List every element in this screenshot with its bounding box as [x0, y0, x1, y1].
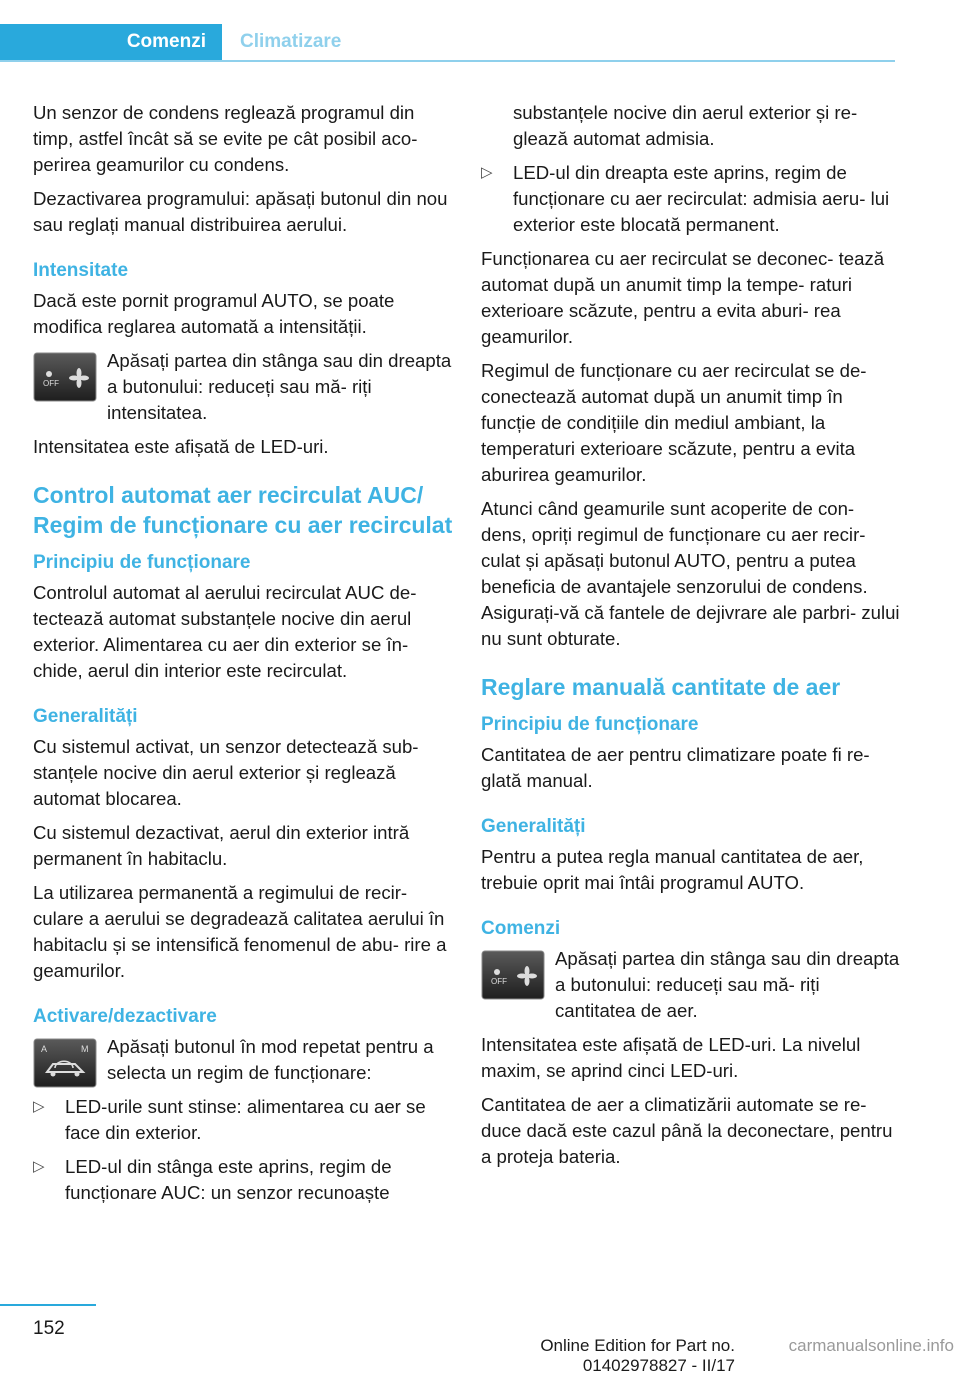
triangle-bullet-icon: ▷ — [33, 1158, 45, 1175]
button-instruction-text: Apăsați partea din stânga sau din dreapta a butonului: reduceți sau mă‐ riți cantitatea de aer. — [555, 948, 900, 1021]
heading-intensitate: Intensitate — [33, 260, 129, 281]
off-label: OFF — [491, 977, 507, 986]
triangle-bullet-icon: ▷ — [481, 164, 493, 181]
paragraph: Dezactivarea programului: apăsați butonul din nou sau reglați manual distribuirea aerului. — [33, 188, 448, 235]
footer-rule — [0, 1304, 96, 1306]
paragraph: Atunci când geamurile sunt acoperite de con‐ dens, opriți regimul de funcționare cu aer recir‐ culat și apăsați butonul AUTO, pentru a putea beneficia de avantajele senzorului de condens. Asigurați-vă că fantele de dejivrare ale parbri‐ zului nu sunt obturate. — [481, 498, 900, 649]
off-label: OFF — [43, 379, 59, 388]
list-item — [33, 1154, 453, 1206]
list-item — [481, 160, 901, 238]
recirculation-button-icon — [33, 1038, 97, 1088]
left-column — [33, 100, 453, 1214]
m-label: M — [81, 1044, 89, 1054]
running-header — [0, 24, 895, 62]
list-item-text: LED-ul din dreapta este aprins, regim de funcționare cu aer recirculat: admisia aeru‐ lui exterior este blocată permanent. — [513, 162, 890, 235]
paragraph: Intensitatea este afișată de LED-uri. La nivelul maxim, se aprind cinci LED-uri. — [481, 1034, 861, 1081]
paragraph: Funcționarea cu aer recirculat se deconec‐ tează automat după un anumit timp la tempe‐ raturi exterioare scăzute, pentru a evita aburi‐ rea geamurilor. — [481, 248, 885, 347]
list-item-text: LED-ul din stânga este aprins, regim de funcționare AUC: un senzor recunoaște — [65, 1156, 392, 1203]
a-label: A — [41, 1044, 48, 1054]
paragraph: Un senzor de condens reglează programul din timp, astfel încât să se evite pe cât posibil aco‐ perirea geamurilor cu condens. — [33, 102, 418, 175]
header-section-tab: Comenzi — [0, 24, 222, 60]
watermark: carmanualsonline.info — [788, 1336, 954, 1355]
list-item-text: LED-urile sunt stinse: alimentarea cu aer se face din exterior. — [65, 1096, 426, 1143]
heading-comenzi: Comenzi — [481, 918, 561, 939]
paragraph: La utilizarea permanentă a regimului de recir‐ culare a aerului se degradează calitatea aerului în habitaclu și se intensifică fenomenul de abu‐ rire a geamurilor. — [33, 882, 447, 981]
right-column — [481, 100, 901, 1178]
list-item-continued — [481, 100, 901, 152]
paragraph: Controlul automat al aerului recirculat AUC de‐ tectează automat substanțele nocive din aerul exterior. Alimentarea cu aer din exterior se în‐ chide, aerul din interior este recirculat. — [33, 582, 417, 681]
paragraph: Intensitatea este afișată de LED-uri. — [33, 436, 329, 457]
mode-list — [33, 1094, 453, 1206]
heading-generalitati: Generalități — [481, 816, 586, 837]
button-instruction-text: Apăsați partea din stânga sau din dreapta a butonului: reduceți sau mă‐ riți intensitatea. — [107, 350, 452, 423]
heading-principiu: Principiu de funcționare — [33, 552, 251, 573]
paragraph: Regimul de funcționare cu aer recirculat se de‐ conectează automat după un anumit timp în funcție de condițiile din mediul ambiant, la temperaturi exterioare scăzute, pentru a evita aburirea geamurilor. — [481, 360, 867, 485]
edition-note: Online Edition for Part no. 01402978827 - II/17 — [540, 1336, 735, 1375]
mode-list-continued — [481, 100, 901, 238]
button-instruction — [33, 348, 453, 426]
paragraph: Cantitatea de aer pentru climatizare poate fi re‐ glată manual. — [481, 744, 870, 791]
heading-activare: Activare/dezactivare — [33, 1006, 217, 1027]
header-chapter-tab: Climatizare — [240, 31, 342, 52]
paragraph: Cantitatea de aer a climatizării automate se re‐ duce dacă este cazul până la deconectare, pentru a proteja bateria. — [481, 1094, 893, 1167]
button-instruction — [33, 1034, 453, 1086]
fan-speed-button-icon — [481, 950, 545, 1000]
page-number: 152 — [33, 1318, 65, 1339]
heading-auc: Control automat aer recirculat AUC/ Regim de funcționare cu aer recirculat — [33, 482, 453, 538]
paragraph: Pentru a putea regla manual cantitatea de aer, trebuie oprit mai întâi programul AUTO. — [481, 846, 864, 893]
button-instruction-text: Apăsați butonul în mod repetat pentru a selecta un regim de funcționare: — [107, 1036, 434, 1083]
heading-generalitati: Generalități — [33, 706, 138, 727]
paragraph: Cu sistemul dezactivat, aerul din exterior intră permanent în habitaclu. — [33, 822, 410, 869]
triangle-bullet-icon: ▷ — [33, 1098, 45, 1115]
heading-reglare: Reglare manuală cantitate de aer — [481, 674, 841, 700]
paragraph: Cu sistemul activat, un senzor detectează sub‐ stanțele nocive din aerul exterior și reglează automat blocarea. — [33, 736, 419, 809]
list-item-text: substanțele nocive din aerul exterior și re‐ glează automat admisia. — [513, 102, 858, 149]
fan-speed-button-icon — [33, 352, 97, 402]
paragraph: Dacă este pornit programul AUTO, se poate modifica reglarea automată a intensității. — [33, 290, 395, 337]
header-rule — [0, 60, 895, 62]
list-item — [33, 1094, 453, 1146]
heading-principiu: Principiu de funcționare — [481, 714, 699, 735]
button-instruction — [481, 946, 901, 1024]
